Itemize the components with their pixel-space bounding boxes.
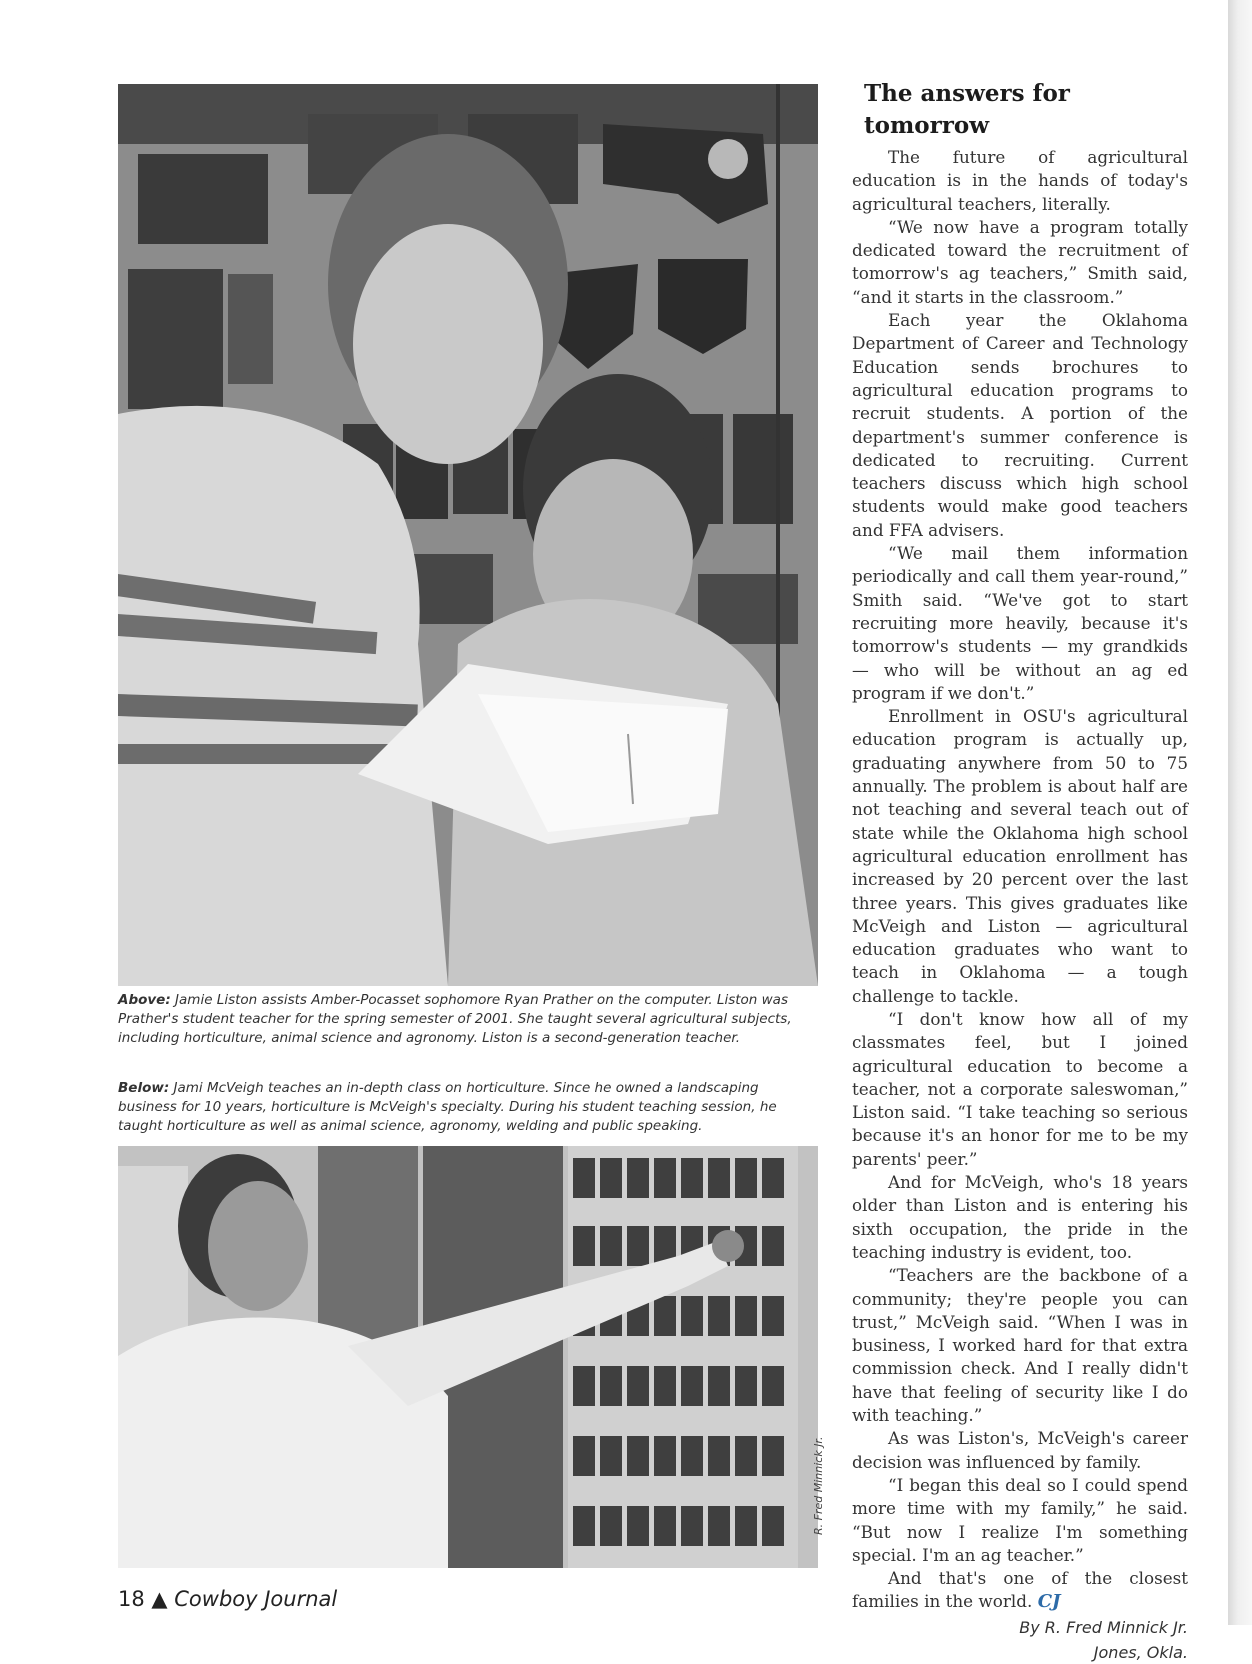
triangle-icon: ▲ [151, 1587, 168, 1611]
caption-label-below: Below: [118, 1080, 170, 1096]
article-paragraph: “I don't know how all of my classmates feel, but I joined agricultural education to become a teacher, not a corporate saleswoman,” Liston said. “I take teaching so serious because it's an honor for me to be my parents' peer.” [852, 1008, 1188, 1169]
article-paragraph: “I began this deal so I could spend more time with my family,” he said. “But now I realize I'm something special. I'm an ag teacher.” [852, 1474, 1188, 1565]
article-paragraph: The future of agricultural education is in the hands of today's agricultural teachers, literally. [852, 147, 1188, 214]
page-edge [1228, 0, 1252, 1625]
article-final-text: And that's one of the closest families in the world. [852, 1568, 1188, 1612]
article-paragraph: “We now have a program totally dedicated toward the recruitment of tomorrow's ag teachers,” Smith said, “and it starts in the classroom.” [852, 216, 1188, 307]
caption-label-above: Above: [118, 992, 171, 1008]
byline-name: By R. Fred Minnick Jr. [1019, 1617, 1188, 1637]
article-paragraph-final [852, 1567, 1188, 1614]
page-number: 18 [118, 1587, 145, 1611]
caption-text-below: Jami McVeigh teaches an in-depth class on horticulture. Since he owned a landscaping business for 10 years, horticulture is McVeigh's specialty. During his student teaching session, he taught horticulture as well as animal science, agronomy, welding and public speaking. [118, 1080, 777, 1134]
cowboy-journal-end-mark-icon: CJ [1037, 1591, 1061, 1613]
page-footer [118, 1587, 337, 1611]
publication-name: Cowboy Journal [174, 1587, 338, 1611]
article-paragraph: Enrollment in OSU's agricultural education program is actually up, graduating anywhere from 50 to 75 annually. The problem is about half are not teaching and several teach out of state while the Oklahoma high school agricultural education enrollment has increased by 20 percent over the last three years. This gives graduates like McVeigh and Liston — agricultural education graduates who want to teach in Oklahoma — a tough challenge to tackle. [852, 706, 1188, 1006]
article-paragraph: “We mail them information periodically and call them year-round,” Smith said. “We've got to start recruiting more heavily, because it's tomorrow's students — my grandkids — who will be without an ag ed program if we don't.” [852, 543, 1188, 703]
byline-location: Jones, Okla. [1093, 1642, 1188, 1662]
photo-credit: R. Fred Minnick Jr. [812, 1436, 825, 1535]
article-headline: The answers for tomorrow [864, 80, 1070, 139]
article-paragraph: Each year the Oklahoma Department of Career and Technology Education sends brochures to agricultural education programs to recruit students. A portion of the department's summer conference is dedicated to recruiting. Current teachers discuss which high school students would make good teachers and FFA advisers. [852, 310, 1188, 540]
article-column [852, 78, 1188, 1664]
caption-below [118, 1079, 818, 1136]
caption-text-above: Jamie Liston assists Amber-Pocasset sophomore Ryan Prather on the computer. Liston was Prather's student teacher for the spring semester of 2001. She taught several agricultural subjects, including horticulture, animal science and agronomy. Liston is a second-generation teacher. [118, 992, 792, 1046]
photo-teacher-pointing-at-plant-chart [118, 1146, 818, 1568]
caption-above [118, 991, 818, 1048]
article-paragraph: As was Liston's, McVeigh's career decision was influenced by family. [852, 1428, 1188, 1472]
article-paragraph: And for McVeigh, who's 18 years older than Liston and is entering his sixth occupation, the pride in the teaching industry is evident, too. [852, 1172, 1188, 1262]
article-paragraph: “Teachers are the backbone of a community; they're people you can trust,” McVeigh said. “When I was in business, I worked hard for that extra commission check. And I really didn't have that feeling of security like I do with teaching.” [852, 1265, 1188, 1426]
photo-teacher-assisting-student [118, 84, 818, 986]
